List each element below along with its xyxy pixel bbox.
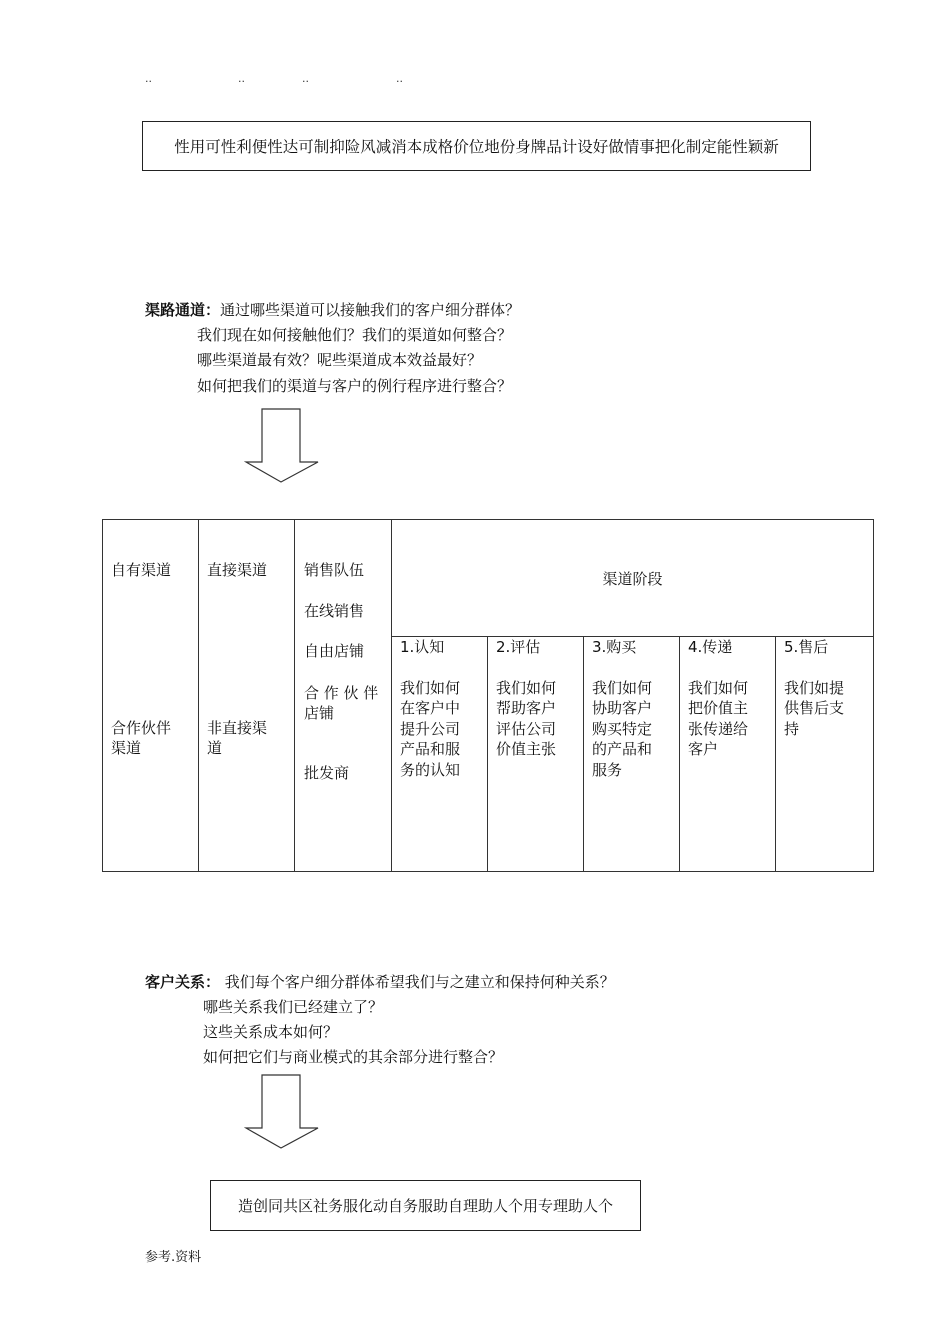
relationships-label: 客户关系： — [145, 973, 221, 991]
stage-evaluation — [488, 637, 584, 872]
channels-question-3: 哪些渠道最有效？呢些渠道成本效益最好？ — [197, 351, 483, 369]
channel-mode-direct: 直接渠道 — [207, 561, 268, 579]
channel-table — [102, 519, 874, 872]
stage-title: 1.认知 — [400, 638, 445, 656]
header-dot: .. — [145, 72, 152, 85]
stage-line: 把价值主 — [688, 699, 749, 717]
channels-line: 通过哪些渠道可以接触我们的客户细分群体？ — [220, 301, 521, 319]
relationships-question-3: 这些关系成本如何？ — [203, 1023, 339, 1041]
channel-list-cell — [295, 520, 392, 872]
channels-question-2: 我们现在如何接触他们？我们的渠道如何整合？ — [197, 326, 513, 344]
stage-line: 购买特定 — [592, 720, 653, 738]
stage-line: 供售后支 — [784, 699, 845, 717]
value-proposition-text: 性用可性利便性达可制抑险风减消本成格价位地份身牌品计设好做情事把化制定能性颖新 — [174, 138, 779, 156]
stage-line: 帮助客户 — [496, 699, 557, 717]
footer-text: 参考.资料 — [145, 1250, 202, 1265]
stage-awareness — [392, 637, 488, 872]
header-dot: .. — [396, 72, 403, 85]
stage-line: 我们如何 — [496, 679, 557, 697]
channel-partner-stores-2: 店铺 — [304, 704, 335, 722]
stage-line: 我们如何 — [592, 679, 653, 697]
channel-mode-cell — [199, 520, 295, 872]
channel-phases-title: 渠道阶段 — [602, 569, 663, 588]
relationships-question-4: 如何把它们与商业模式的其余部分进行整合？ — [203, 1048, 504, 1066]
header-dot: .. — [238, 72, 245, 85]
relationship-types-text: 造创同共区社务服化动自务服助自理助人个用专理助人个 — [237, 1197, 613, 1215]
down-arrow-icon — [244, 1074, 324, 1150]
stage-line: 我们如何 — [688, 679, 749, 697]
channel-partner-stores: 合 作 伙 伴 — [304, 684, 379, 702]
stage-line: 评估公司 — [496, 720, 557, 738]
channels-question-4: 如何把我们的渠道与客户的例行程序进行整合？ — [197, 377, 513, 395]
stage-line: 服务 — [592, 761, 623, 779]
relationships-line: 我们每个客户细分群体希望我们与之建立和保持何种关系？ — [224, 973, 615, 991]
stage-line: 价值主张 — [496, 740, 557, 758]
stage-title: 4.传递 — [688, 638, 733, 656]
stage-line: 持 — [784, 720, 800, 738]
relationships-question-1 — [145, 972, 615, 992]
channel-sales-team: 销售队伍 — [304, 561, 365, 579]
stage-line: 协助客户 — [592, 699, 653, 717]
stage-line: 务的认知 — [400, 761, 461, 779]
stage-line: 张传递给 — [688, 720, 749, 738]
channel-wholesaler: 批发商 — [304, 764, 350, 782]
stage-line: 在客户中 — [400, 699, 461, 717]
channel-phases-header — [392, 520, 874, 637]
value-proposition-box — [142, 121, 811, 171]
stage-title: 2.评估 — [496, 638, 541, 656]
channel-mode-indirect: 非直接渠 — [207, 719, 268, 737]
stage-delivery — [680, 637, 776, 872]
stage-after-sales — [776, 637, 874, 872]
stage-line: 客户 — [688, 740, 719, 758]
channel-type-partner: 合作伙伴 — [111, 719, 172, 737]
channel-type-partner-2: 渠道 — [111, 739, 142, 757]
channels-question-1 — [145, 300, 520, 320]
relationship-types-box — [210, 1180, 641, 1231]
relationships-question-2: 哪些关系我们已经建立了？ — [203, 998, 384, 1016]
channel-type-own: 自有渠道 — [111, 561, 172, 579]
stage-line: 产品和服 — [400, 740, 461, 758]
channel-online-sales: 在线销售 — [304, 602, 365, 620]
channel-type-cell — [103, 520, 199, 872]
channel-own-stores: 自由店铺 — [304, 642, 365, 660]
stage-line: 的产品和 — [592, 740, 653, 758]
stage-purchase — [584, 637, 680, 872]
down-arrow-icon — [244, 408, 324, 484]
stage-title: 5.售后 — [784, 638, 829, 656]
header-dot: .. — [302, 72, 309, 85]
stage-line: 提升公司 — [400, 720, 461, 738]
stage-title: 3.购买 — [592, 638, 637, 656]
channel-mode-indirect-2: 道 — [207, 739, 223, 757]
stage-line: 我们如何 — [400, 679, 461, 697]
stage-line: 我们如提 — [784, 679, 845, 697]
channels-label: 渠路通道： — [145, 301, 221, 319]
